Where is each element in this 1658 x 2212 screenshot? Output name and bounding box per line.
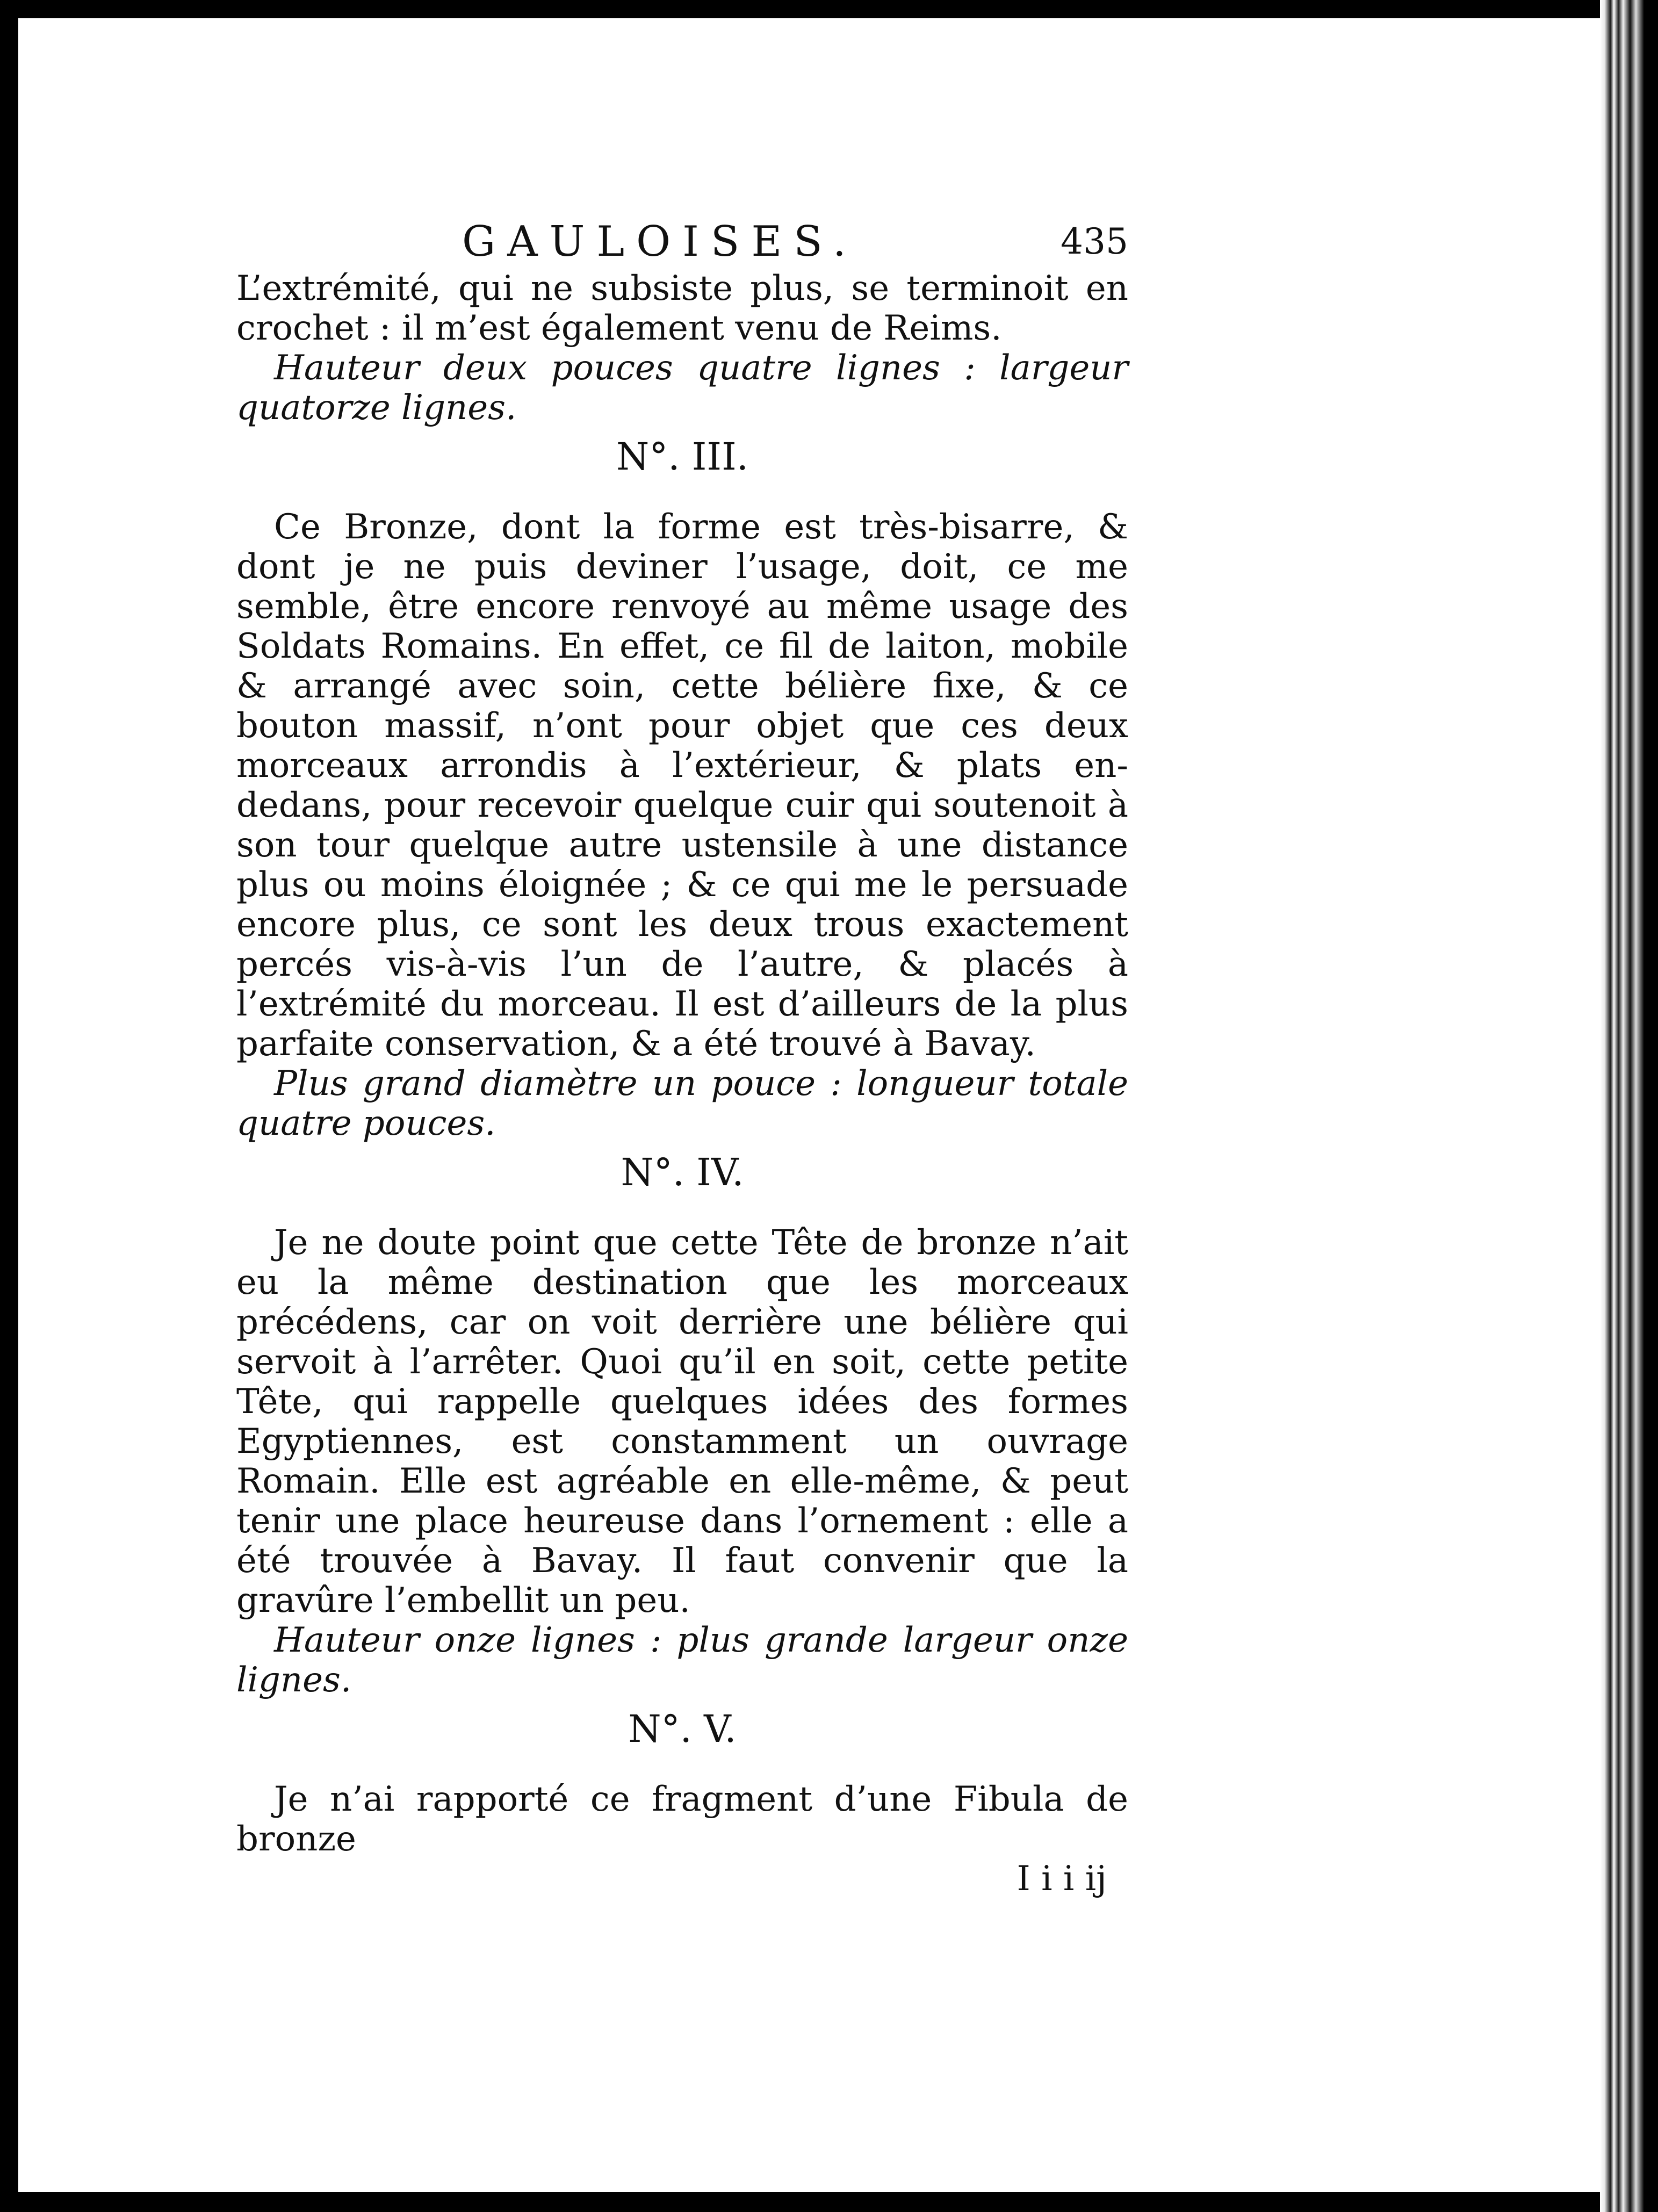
intro-paragraph: L’extrémité, qui ne subsiste plus, se terminoit en crochet : il m’est également venu de Reims. [236, 269, 1128, 348]
running-head [236, 215, 1128, 269]
section-iii-measurements: Plus grand diamètre un pouce : longueur totale quatre pouces. [236, 1064, 1128, 1143]
section-heading-iii: N°. III. [616, 435, 748, 479]
section-heading-v: N°. V. [628, 1707, 737, 1751]
section-iii-paragraph: Ce Bronze, dont la forme est très-bisarre, & dont je ne puis deviner l’usage, doit, ce me semble, être encore renvoyé au même usage des Soldats Romains. En effet, ce fil de laiton, mobile & arrangé avec soin, cette bélière fixe, & ce bouton massif, n’ont pour objet que ces deux morceaux arrondis à l’extérieur, & plats en-dedans, pour recevoir quelque cuir qui soutenoit à son tour quelque autre ustensile à une distance plus ou moins éloignée ; & ce qui me le persuade encore plus, ce sont les deux trous exactement percés vis-à-vis l’un de l’autre, & placés à l’extrémité du morceau. Il est d’ailleurs de la plus parfaite conservation, & a été trouvé à Bavay. [236, 507, 1128, 1064]
running-title: GAULOISES. [462, 218, 858, 266]
signature-mark: I i i ij [1017, 1859, 1107, 1899]
section-heading-iv: N°. IV. [621, 1150, 744, 1194]
page-edge-shadow [1600, 0, 1658, 2212]
section-iv-measurements: Hauteur onze lignes : plus grande largeur onze lignes. [236, 1620, 1128, 1700]
page-text-block [236, 215, 1128, 1899]
page-number: 435 [1061, 221, 1128, 262]
section-v-paragraph: Je n’ai rapporté ce fragment d’une Fibula de bronze [236, 1779, 1128, 1859]
intro-measurements: Hauteur deux pouces quatre lignes : largeur quatorze lignes. [236, 348, 1128, 428]
section-iv-paragraph: Je ne doute point que cette Tête de bronze n’ait eu la même destination que les morceaux précédens, car on voit derrière une bélière qui servoit à l’arrêter. Quoi qu’il en soit, cette petite Tête, qui rappelle quelques idées des formes Egyptiennes, est constamment un ouvrage Romain. Elle est agréable en elle-même, & peut tenir une place heureuse dans l’ornement : elle a été trouvée à Bavay. Il faut convenir que la gravûre l’embellit un peu. [236, 1223, 1128, 1620]
